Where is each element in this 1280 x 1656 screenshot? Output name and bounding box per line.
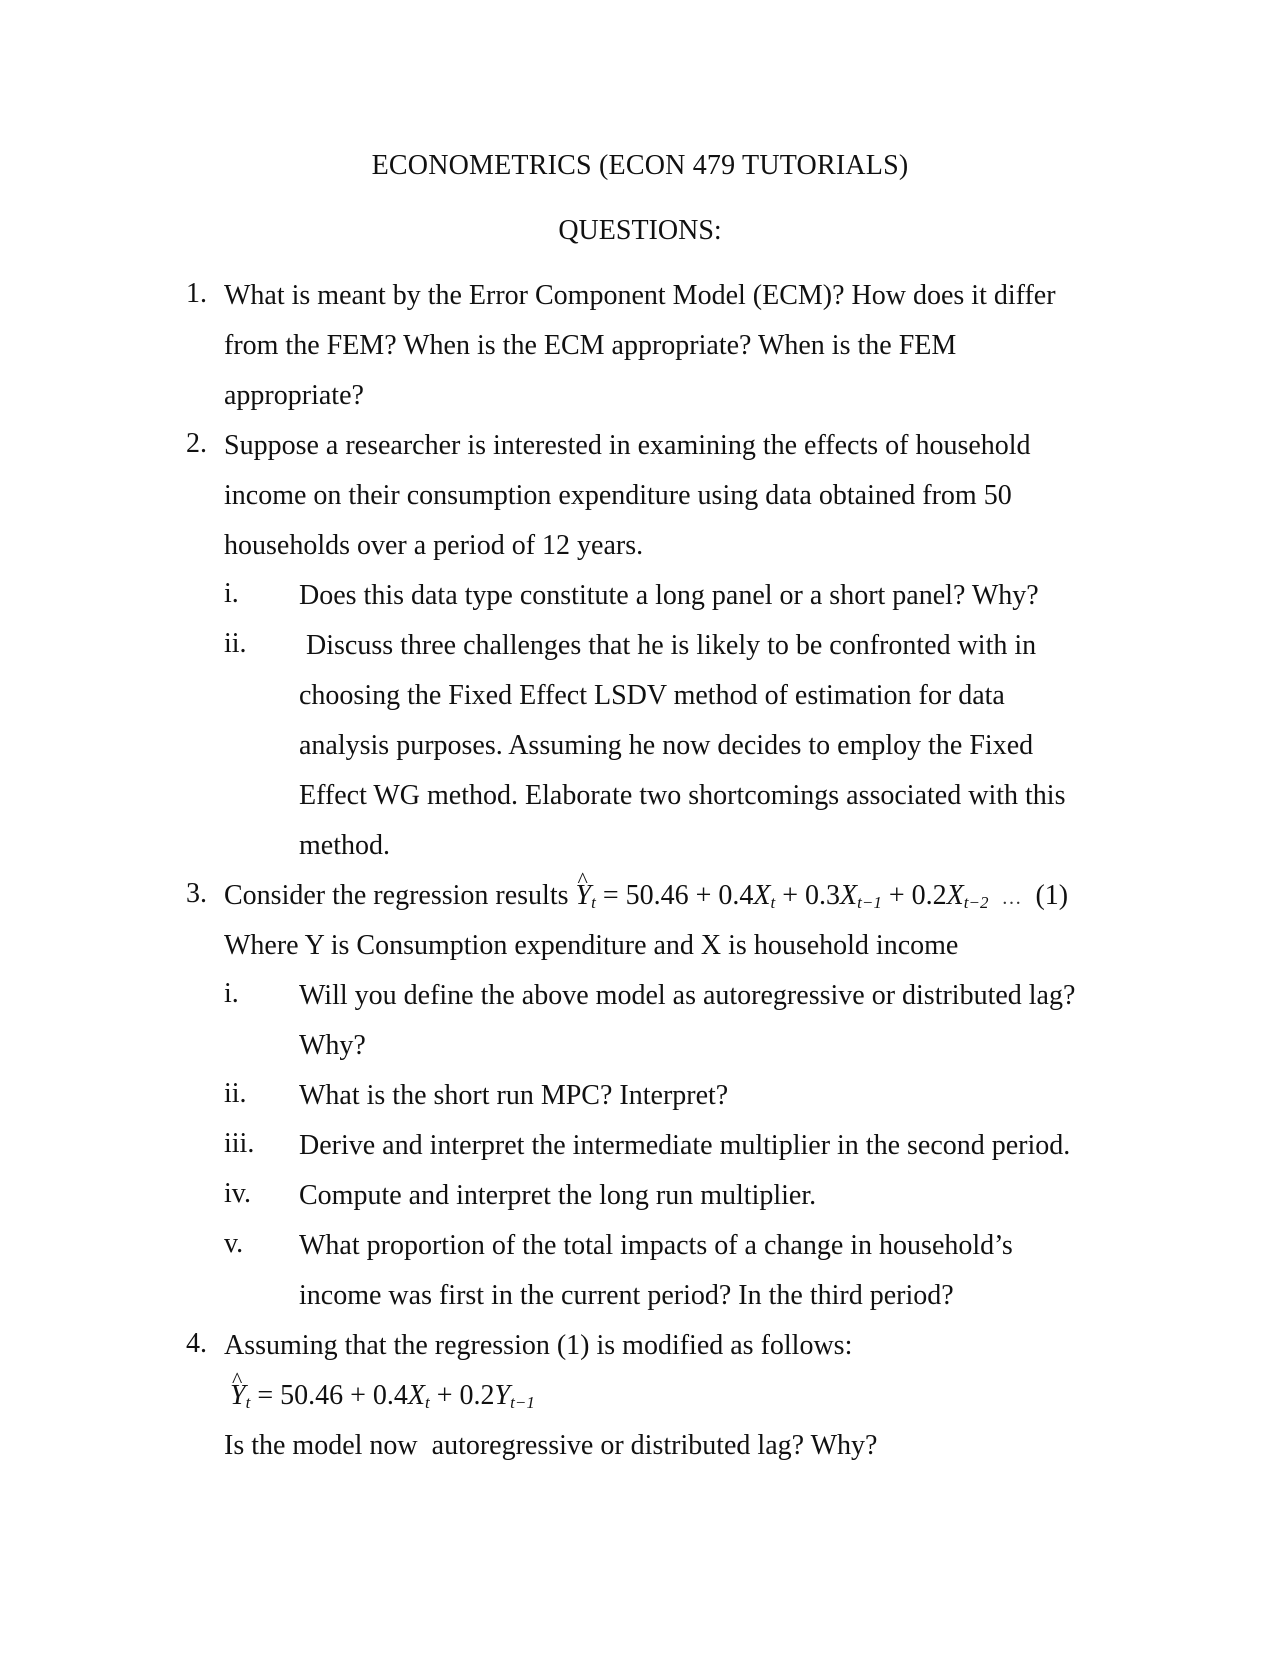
regression-equation-1 [576,880,1069,911]
question-4 [186,1328,1116,1478]
question-number: 1. [186,278,207,309]
sub-question-number: i. [224,978,239,1009]
question-text-line: Assuming that the regression (1) is modified as follows: [224,1330,853,1361]
sub-question-text-line: analysis purposes. Assuming he now decides to employ the Fixed [299,730,1034,761]
regression-equation-2 [224,1378,1116,1428]
equation-term: + 0.2 [888,880,947,911]
question-text-line: households over a period of 12 years. [224,530,644,561]
equation-ellipsis: … [1001,887,1023,909]
sub-question-number: iii. [224,1128,255,1159]
sub-question-number: v. [224,1228,244,1259]
sub-question-text-line: Derive and interpret the intermediate multiplier in the second period. [299,1130,1071,1161]
equation-subscript: t [245,1393,251,1412]
sub-question-text-line: What is the short run MPC? Interpret? [299,1080,729,1111]
equation-variable: X [753,880,771,911]
equation-subscript: t−2 [963,893,989,912]
equation-subscript: t [591,893,596,912]
question-text-line: income on their consumption expenditure using data obtained from 50 [224,480,1012,511]
sub-question-text-line: Why? [299,1030,366,1061]
equation-body [230,1380,535,1411]
questions-list [186,278,1116,1478]
sub-question-3-iv [224,1178,1116,1228]
sub-question-3-ii [224,1078,1116,1128]
sub-question-2-i [224,578,1116,628]
equation-term: = 50.46 + 0.4 [602,880,754,911]
equation-term: = 50.46 + 0.4 [257,1380,408,1411]
equation-variable: X [840,880,858,911]
question-number: 4. [186,1328,207,1359]
question-2 [186,428,1116,878]
question-text-line: appropriate? [224,380,364,411]
question-text-line: Where Y is Consumption expenditure and X is household income [224,930,959,961]
question-number: 3. [186,878,207,909]
sub-question-text-line: income was first in the current period? In the third period? [299,1280,954,1311]
document-title: ECONOMETRICS (ECON 479 TUTORIALS) [371,150,909,181]
equation-subscript: t [425,1393,430,1412]
sub-question-text-line: Will you define the above model as autoregressive or distributed lag? [299,980,1076,1011]
equation-variable: X [946,880,964,911]
question-text-line [224,878,1116,928]
sub-question-number: i. [224,578,239,609]
sub-question-text-line: choosing the Fixed Effect LSDV method of estimation for data [299,680,1005,711]
question-text-line: What is meant by the Error Component Model (ECM)? How does it differ [224,280,1056,311]
sub-question-3-i [224,978,1116,1078]
sub-question-number: ii. [224,1078,247,1109]
question-intro: Consider the regression results [224,880,569,911]
sub-question-number: iv. [224,1178,251,1209]
sub-question-3-iii [224,1128,1116,1178]
equation-variable: X [407,1380,426,1411]
question-text-line: Is the model now autoregressive or distributed lag? Why? [224,1430,878,1461]
sub-question-text-line: Compute and interpret the long run multiplier. [299,1180,817,1211]
equation-subscript: t−1 [857,893,882,912]
sub-question-text-line: method. [299,830,390,861]
section-heading: QUESTIONS: [558,215,722,246]
equation-variable: Y [494,1380,511,1411]
equation-subscript: t [770,893,776,912]
sub-question-text-line: Discuss three challenges that he is likely to be confronted with in [299,630,1037,661]
equation-term: + 0.3 [782,880,841,911]
question-3 [186,878,1116,1328]
equation-label: (1) [1035,880,1069,911]
y-hat-symbol: ^ Y [576,878,592,914]
question-number: 2. [186,428,207,459]
sub-question-3-v [224,1228,1116,1328]
equation-term: + 0.2 [436,1380,495,1411]
sub-question-text-line: What proportion of the total impacts of a change in household’s [299,1230,1013,1261]
question-text-line: Suppose a researcher is interested in examining the effects of household [224,430,1031,461]
question-text-line: from the FEM? When is the ECM appropriate? When is the FEM [224,330,957,361]
question-1 [186,278,1116,428]
y-hat-symbol: ^ Y [230,1378,246,1414]
sub-question-text-line: Does this data type constitute a long panel or a short panel? Why? [299,580,1039,611]
sub-question-number: ii. [224,628,247,659]
sub-question-2-ii [224,628,1116,878]
sub-question-text-line: Effect WG method. Elaborate two shortcomings associated with this [299,780,1066,811]
equation-subscript: t−1 [510,1393,535,1412]
